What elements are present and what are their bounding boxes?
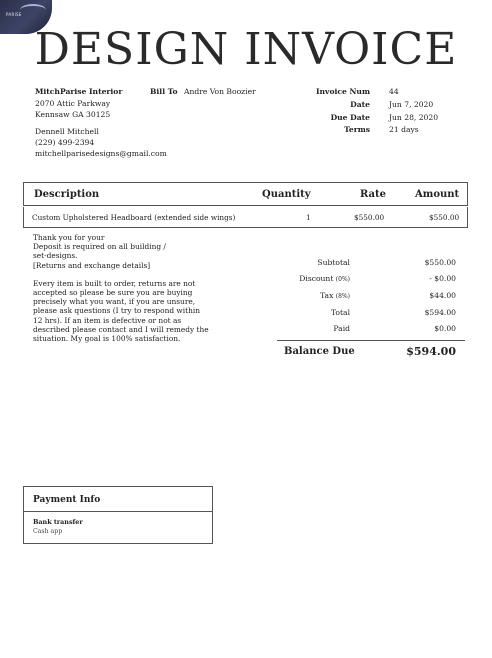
due-date-label: Due Date: [330, 113, 370, 122]
terms-value: 21 days: [389, 125, 419, 134]
company-name: MitchParise Interior: [35, 87, 123, 96]
note-line: set-designs.: [33, 251, 78, 261]
note-line: precisely what you want, if you are unsure,: [33, 297, 196, 307]
balance-due-value: $594.00: [406, 345, 456, 358]
header-description: Description: [34, 189, 100, 200]
subtotal-label: Subtotal: [317, 258, 350, 267]
logo-swoosh: [20, 4, 46, 16]
note-line: described please contact and I will remedy the: [33, 324, 209, 334]
paid-value: $0.00: [434, 324, 456, 333]
balance-divider: [277, 340, 465, 341]
bill-to-name: Andre Von Boozier: [184, 87, 256, 96]
date-label: Date: [350, 100, 370, 109]
contact-name: Dennell Mitchell: [35, 127, 99, 136]
invoice-num-label: Invoice Num: [315, 87, 370, 96]
payment-info-title: Payment Info: [33, 495, 101, 505]
note-line: Deposit is required on all building /: [33, 242, 166, 252]
total-label: Total: [330, 308, 350, 317]
terms-label: Terms: [344, 125, 370, 134]
invoice-num-value: 44: [389, 87, 399, 96]
logo-text: PARISE: [6, 12, 22, 17]
note-line: Every item is built to order, returns are not: [33, 278, 196, 288]
tax-label-text: Tax: [320, 291, 334, 300]
discount-label-text: Discount: [299, 274, 334, 283]
date-value: Jun 7, 2020: [389, 100, 434, 109]
invoice-title: DESIGN INVOICE: [34, 24, 458, 75]
note-line: Thank you for your: [33, 233, 105, 242]
row-rate: $550.00: [354, 213, 385, 222]
note-line: [Returns and exchange details]: [33, 260, 151, 270]
items-table-header: [23, 182, 468, 206]
note-line: situation. My goal is 100% satisfaction.: [33, 334, 181, 344]
note-line: please ask questions (I try to respond within: [33, 306, 200, 316]
discount-percent: (0%): [335, 276, 350, 283]
header-rate: Rate: [360, 189, 387, 200]
total-value: $594.00: [424, 308, 456, 317]
payment-method-sub: Cash app: [33, 528, 63, 535]
payment-divider: [24, 511, 212, 512]
row-amount: $550.00: [429, 213, 460, 222]
row-description: Custom Upholstered Headboard (extended side wings): [32, 213, 236, 222]
payment-info-box: [23, 486, 213, 544]
company-address-line2: Kennsaw GA 30125: [35, 110, 111, 119]
discount-label: [240, 274, 350, 283]
discount-value: - $0.00: [429, 274, 456, 283]
tax-value: $44.00: [429, 291, 456, 300]
invoice-notes: [33, 233, 238, 343]
tax-label: [240, 291, 350, 300]
company-address-line1: 2070 Attic Parkway: [35, 99, 111, 108]
note-line: accepted so please be sure you are buying: [33, 288, 193, 298]
paid-label: Paid: [333, 324, 350, 333]
header-amount: Amount: [415, 189, 460, 200]
contact-email: mitchellparisedesigns@gmail.com: [35, 149, 167, 158]
row-quantity: 1: [306, 213, 311, 222]
contact-phone: (229) 499-2394: [35, 138, 95, 147]
header-quantity: Quantity: [262, 189, 311, 200]
payment-method: Bank transfer: [33, 518, 83, 526]
bill-to-label: Bill To: [150, 87, 178, 96]
balance-due-label: Balance Due: [284, 346, 355, 357]
tax-percent: (8%): [335, 293, 350, 300]
table-row: [23, 207, 468, 228]
due-date-value: Jun 28, 2020: [389, 113, 439, 122]
subtotal-value: $550.00: [424, 258, 456, 267]
note-line: 12 hrs). If an item is defective or not as: [33, 315, 182, 325]
